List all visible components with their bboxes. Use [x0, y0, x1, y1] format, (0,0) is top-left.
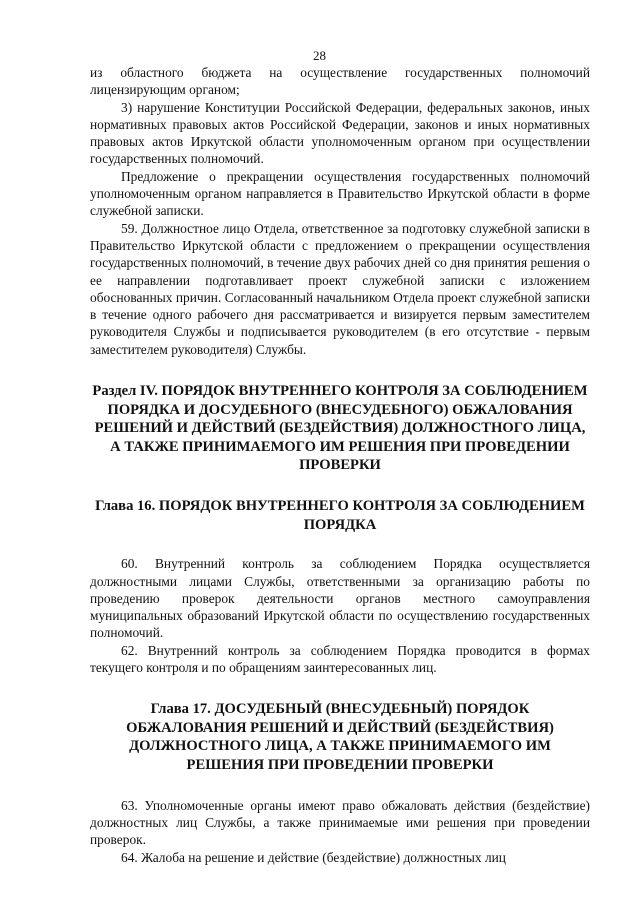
chapter-16-heading: Глава 16. ПОРЯДОК ВНУТРЕННЕГО КОНТРОЛЯ ЗА СОБЛЮДЕНИЕМ ПОРЯДКА [95, 498, 585, 533]
document-body [90, 64, 590, 866]
paragraph-continuation: из областного бюджета на осуществление государственных полномочий лицензирующим органом; [90, 65, 590, 98]
paragraph-62: 62. Внутренний контроль за соблюдением Порядка проводится в формах текущего контроля и по обращениям заинтересованных лиц. [90, 642, 590, 675]
paragraph-60: 60. Внутренний контроль за соблюдением Порядка осуществляется должностными лицами Службы, ответственными за организацию работы по проведению проверок деятельности органов местного самоуправления муниципальных образований Иркутской области по осуществлению государственных полномочий. [90, 556, 590, 641]
page-number: 28 [313, 48, 326, 63]
paragraph-59: 59. Должностное лицо Отдела, ответственное за подготовку служебной записки в Правительство Иркутской области с предложением о прекращении осуществления государственных полномочий, в течение двух рабочих дней со дня принятия решения о ее направлении подготавливает проект служебной записки с изложением обоснованных причин. Согласованный начальником Отдела проект служебной записки в течение одного рабочего дня рассматривается и визируется первым заместителем руководителя Службы и подписывается руководителем (в его отсутствие - первым заместителем руководителя) Службы. [90, 220, 590, 357]
paragraph-proposal: Предложение о прекращении осуществления государственных полномочий уполномоченным органом направляется в Правительство Иркутской области в форме служебной записки. [90, 168, 590, 219]
section-heading: Раздел IV. ПОРЯДОК ВНУТРЕННЕГО КОНТРОЛЯ ЗА СОБЛЮДЕНИЕМ ПОРЯДКА И ДОСУДЕБНОГО (ВНЕСУДЕБНОГО) ОБЖАЛОВАНИЯ РЕШЕНИЙ И ДЕЙСТВИЙ (БЕЗДЕЙСТВИЯ) ДОЛЖНОСТНОГО ЛИЦА, А ТАКЖЕ ПРИНИМАЕМОГО ИМ РЕШЕНИЯ ПРИ ПРОВЕДЕНИИ ПРОВЕРКИ [92, 383, 588, 474]
paragraph-63: 63. Уполномоченные органы имеют право обжаловать действия (бездействие) должностных лиц Службы, а также принимаемые ими решения при проведении проверок. [90, 797, 590, 848]
chapter-17-heading: Глава 17. ДОСУДЕБНЫЙ (ВНЕСУДЕБНЫЙ) ПОРЯДОК ОБЖАЛОВАНИЯ РЕШЕНИЙ И ДЕЙСТВИЙ (БЕЗДЕЙСТВИЯ) ДОЛЖНОСТНОГО ЛИЦА, А ТАКЖЕ ПРИНИМАЕМОГО ИМ РЕШЕНИЯ ПРИ ПРОВЕДЕНИИ ПРОВЕРКИ [126, 701, 554, 774]
paragraph-item-3: 3) нарушение Конституции Российской Федерации, федеральных законов, иных нормативных правовых актов Российской Федерации, законов и иных нормативных правовых актов Иркутской области уполномоченным органом при осуществлении государственных полномочий. [90, 99, 590, 167]
paragraph-64: 64. Жалоба на решение и действие (бездействие) должностных лиц [121, 849, 506, 865]
